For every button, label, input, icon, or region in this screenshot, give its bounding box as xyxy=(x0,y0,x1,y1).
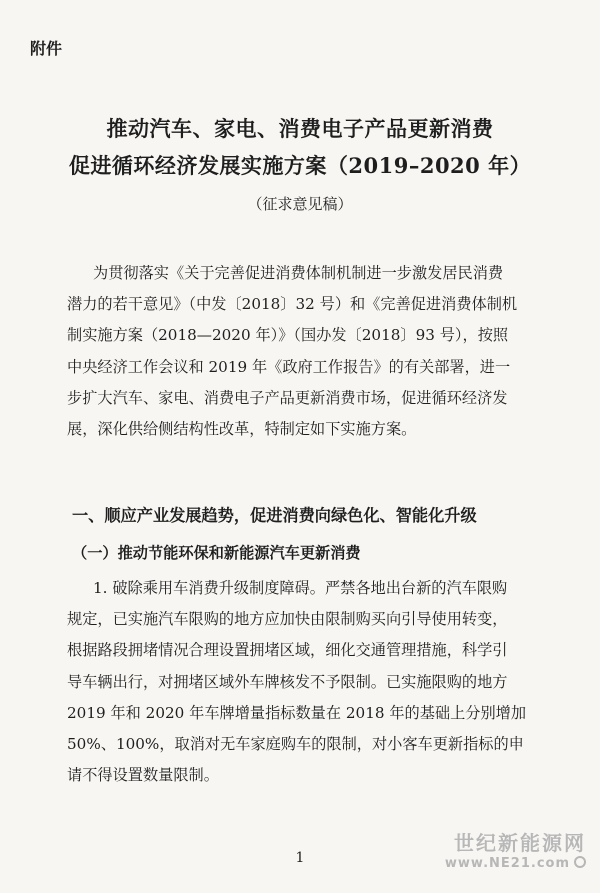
draft-note: （征求意见稿） xyxy=(247,195,353,213)
item-line: 50%、100%，取消对无车家庭购车的限制，对小客车更新指标的申 xyxy=(67,735,524,754)
item-line: 规定，已实施汽车限购的地方应加快由限制购买向引导使用转变， xyxy=(67,610,508,629)
intro-line: 展，深化供给侧结构性改革，特制定如下实施方案。 xyxy=(67,420,417,439)
title-line-2: 促进循环经济发展实施方案（2019–2020 年） xyxy=(68,153,532,178)
item-line: 2019 年和 2020 年车牌增量指标数量在 2018 年的基础上分别增加 xyxy=(67,703,527,722)
watermark-logo-icon xyxy=(574,856,586,868)
intro-line: 步扩大汽车、家电、消费电子产品更新消费市场，促进循环经济发 xyxy=(67,388,508,407)
item1-paragraph xyxy=(67,573,547,791)
title-line-1: 推动汽车、家电、消费电子产品更新消费 xyxy=(106,116,494,141)
page-number: 1 xyxy=(295,850,305,866)
intro-line: 中央经济工作会议和 2019 年《政府工作报告》的有关部署，进一 xyxy=(67,357,511,376)
subsection-heading: （一）推动节能环保和新能源汽车更新消费 xyxy=(72,544,361,562)
watermark-url-text: www.NE21.com xyxy=(444,856,570,871)
item-line: 导车辆出行，对拥堵区域外车牌核发不予限制。已实施限购的地方 xyxy=(67,672,508,691)
intro-line: 为贯彻落实《关于完善促进消费体制机制进一步激发居民消费 xyxy=(93,264,504,282)
watermark xyxy=(445,827,586,871)
intro-line: 潜力的若干意见》（中发〔2018〕32 号）和《完善促进消费体制机 xyxy=(67,295,518,314)
item-line: 请不得设置数量限制。 xyxy=(67,766,219,785)
item-line: 根据路段拥堵情况合理设置拥堵区域，细化交通管理措施，科学引 xyxy=(67,641,508,660)
watermark-title: 世纪新能源网 xyxy=(454,831,586,855)
intro-line: 制实施方案（2018—2020 年）》（国办发〔2018〕93 号），按照 xyxy=(67,326,509,345)
item-line: 1. 破除乘用车消费升级制度障碍。严禁各地出台新的汽车限购 xyxy=(93,579,508,597)
watermark-url xyxy=(445,856,586,871)
attachment-label: 附件 xyxy=(30,39,63,58)
section-heading: 一、顺应产业发展趋势，促进消费向绿色化、智能化升级 xyxy=(72,506,477,525)
intro-paragraph xyxy=(67,258,547,445)
